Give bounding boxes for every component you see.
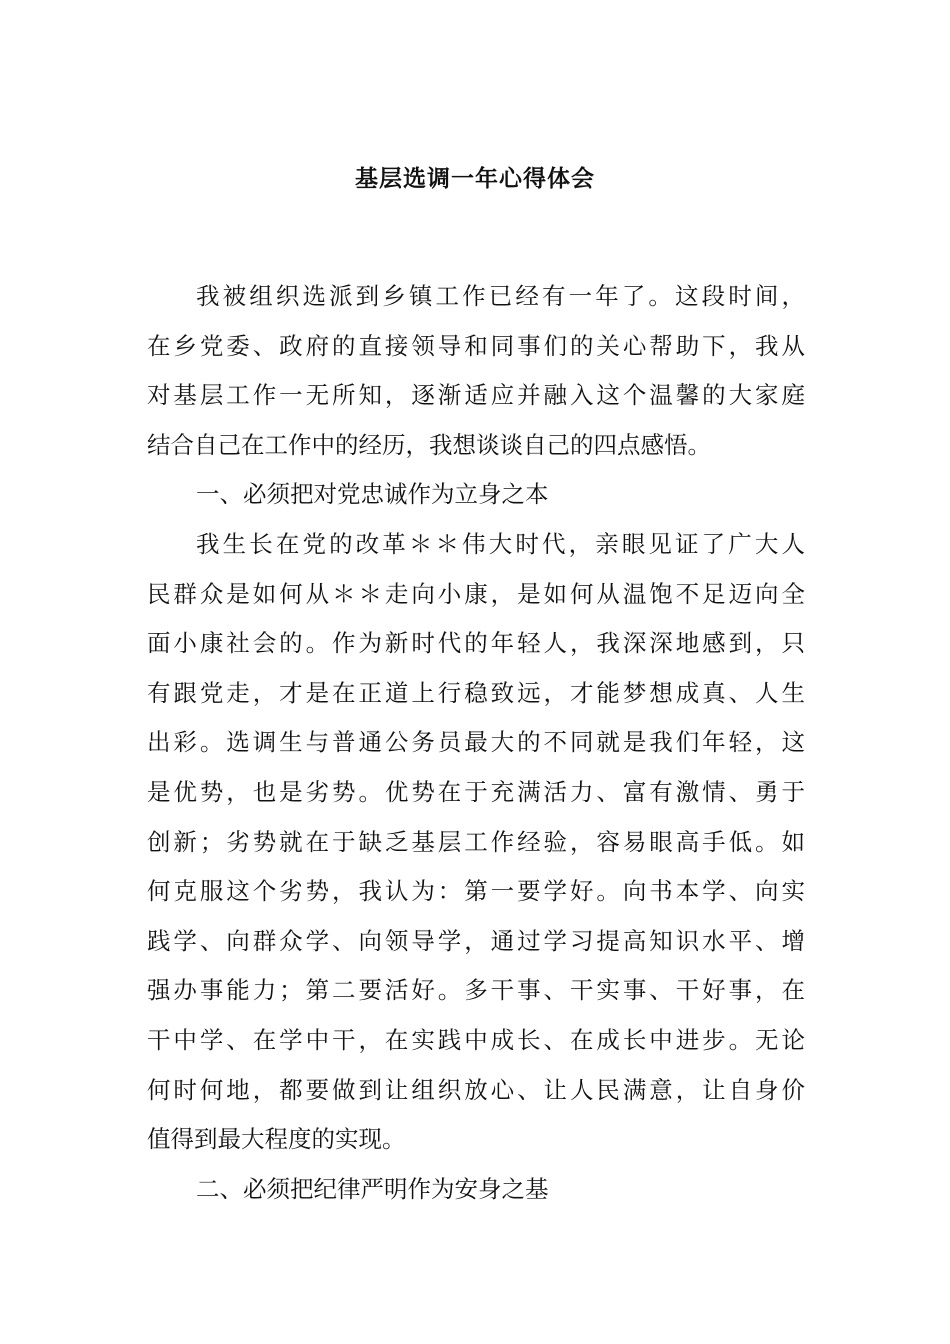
paragraph-2-line-3: 面小康社会的。作为新时代的年轻人，我深深地感到，只 <box>147 629 805 658</box>
document-title: 基层选调一年心得体会 <box>355 165 595 192</box>
section-heading-1: 一、必须把对党忠诚作为立身之本 <box>196 480 549 509</box>
paragraph-2-line-13: 值得到最大程度的实现。 <box>147 1125 406 1154</box>
paragraph-1-line-3: 对基层工作一无所知，逐渐适应并融入这个温馨的大家庭 <box>147 381 805 410</box>
paragraph-2-line-2: 民群众是如何从＊＊走向小康，是如何从温饱不足迈向全 <box>147 579 805 608</box>
paragraph-1-line-2: 在乡党委、政府的直接领导和同事们的关心帮助下，我从 <box>147 331 805 360</box>
paragraph-2-line-4: 有跟党走，才是在正道上行稳致远，才能梦想成真、人生 <box>147 678 805 707</box>
section-heading-2: 二、必须把纪律严明作为安身之基 <box>196 1174 549 1203</box>
paragraph-2-line-11: 干中学、在学中干，在实践中成长、在成长中进步。无论 <box>147 1025 805 1054</box>
paragraph-2-line-5: 出彩。选调生与普通公务员最大的不同就是我们年轻，这 <box>147 728 805 757</box>
paragraph-2-line-9: 践学、向群众学、向领导学，通过学习提高知识水平、增 <box>147 926 805 955</box>
paragraph-2-line-7: 创新；劣势就在于缺乏基层工作经验，容易眼高手低。如 <box>147 827 805 856</box>
paragraph-2-line-8: 何克服这个劣势，我认为：第一要学好。向书本学、向实 <box>147 877 805 906</box>
paragraph-2-line-1: 我生长在党的改革＊＊伟大时代，亲眼见证了广大人 <box>196 529 805 558</box>
paragraph-1-line-1: 我被组织选派到乡镇工作已经有一年了。这段时间， <box>196 282 805 310</box>
document-body <box>147 272 805 1214</box>
paragraph-1-line-4: 结合自己在工作中的经历，我想谈谈自己的四点感悟。 <box>147 430 711 459</box>
paragraph-2-line-6: 是优势，也是劣势。优势在于充满活力、富有激情、勇于 <box>147 777 805 806</box>
paragraph-2-line-12: 何时何地，都要做到让组织放心、让人民满意，让自身价 <box>147 1075 805 1104</box>
paragraph-2-line-10: 强办事能力；第二要活好。多干事、干实事、干好事，在 <box>147 976 805 1005</box>
